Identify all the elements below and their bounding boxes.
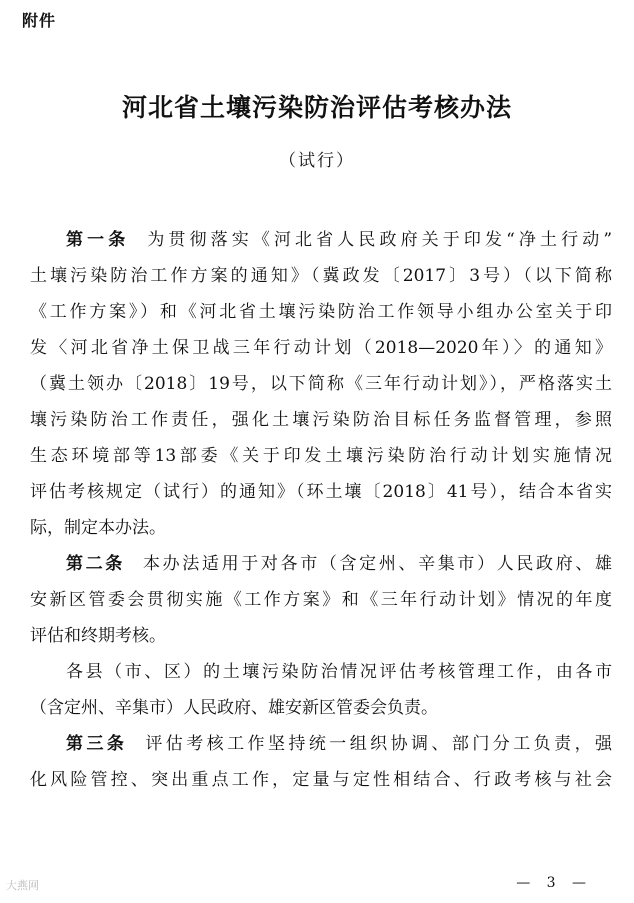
article-label: 第一条 — [66, 230, 130, 250]
text-line: 各县（市、区）的土壤污染防治情况评估考核管理工作，由各市 — [66, 662, 612, 682]
document-subtitle: （试行） — [279, 151, 355, 171]
text-line: 第二条 本办法适用于对各市（含定州、辛集市）人民政府、雄 — [66, 554, 612, 574]
text-line: 壤污染防治工作责任，强化土壤污染防治目标任务监督管理，参照 — [30, 410, 612, 430]
text-line: 际，制定本办法。 — [30, 518, 166, 538]
document-body — [30, 222, 612, 798]
text-line: 第一条 为贯彻落实《河北省人民政府关于印发“净土行动” — [66, 230, 612, 250]
text-line: 评估和终期考核。 — [30, 626, 166, 646]
article-label: 第三条 — [66, 734, 128, 754]
text-line: 化风险管控、突出重点工作，定量与定性相结合、行政考核与社会 — [30, 770, 612, 790]
text-line: 土壤污染防治工作方案的通知》（冀政发〔2017〕3号）（以下简称 — [30, 266, 612, 286]
text-line: （含定州、辛集市）人民政府、雄安新区管委会负责。 — [30, 698, 438, 718]
text-line: 生态环境部等13部委《关于印发土壤污染防治行动计划实施情况 — [30, 446, 612, 466]
text-line: 评估考核规定（试行）的通知》（环土壤〔2018〕41号），结合本省实 — [30, 482, 612, 502]
text-line: 《工作方案》）和《河北省土壤污染防治工作领导小组办公室关于印 — [30, 302, 612, 322]
text-line: 安新区管委会贯彻实施《工作方案》和《三年行动计划》情况的年度 — [30, 590, 612, 610]
attachment-label: 附件 — [22, 11, 57, 30]
watermark: 大燕网 — [6, 879, 39, 892]
text-line: 发〈河北省净土保卫战三年行动计划（2018—2020年）〉的通知》 — [30, 338, 612, 358]
article-label: 第二条 — [66, 554, 125, 574]
page-number: — 3 — — [516, 875, 592, 891]
document-title: 河北省土壤污染防治评估考核办法 — [121, 93, 512, 122]
text-line: （冀土领办〔2018〕19号，以下简称《三年行动计划》），严格落实土 — [30, 374, 612, 394]
text-line: 第三条 评估考核工作坚持统一组织协调、部门分工负责，强 — [66, 734, 612, 754]
